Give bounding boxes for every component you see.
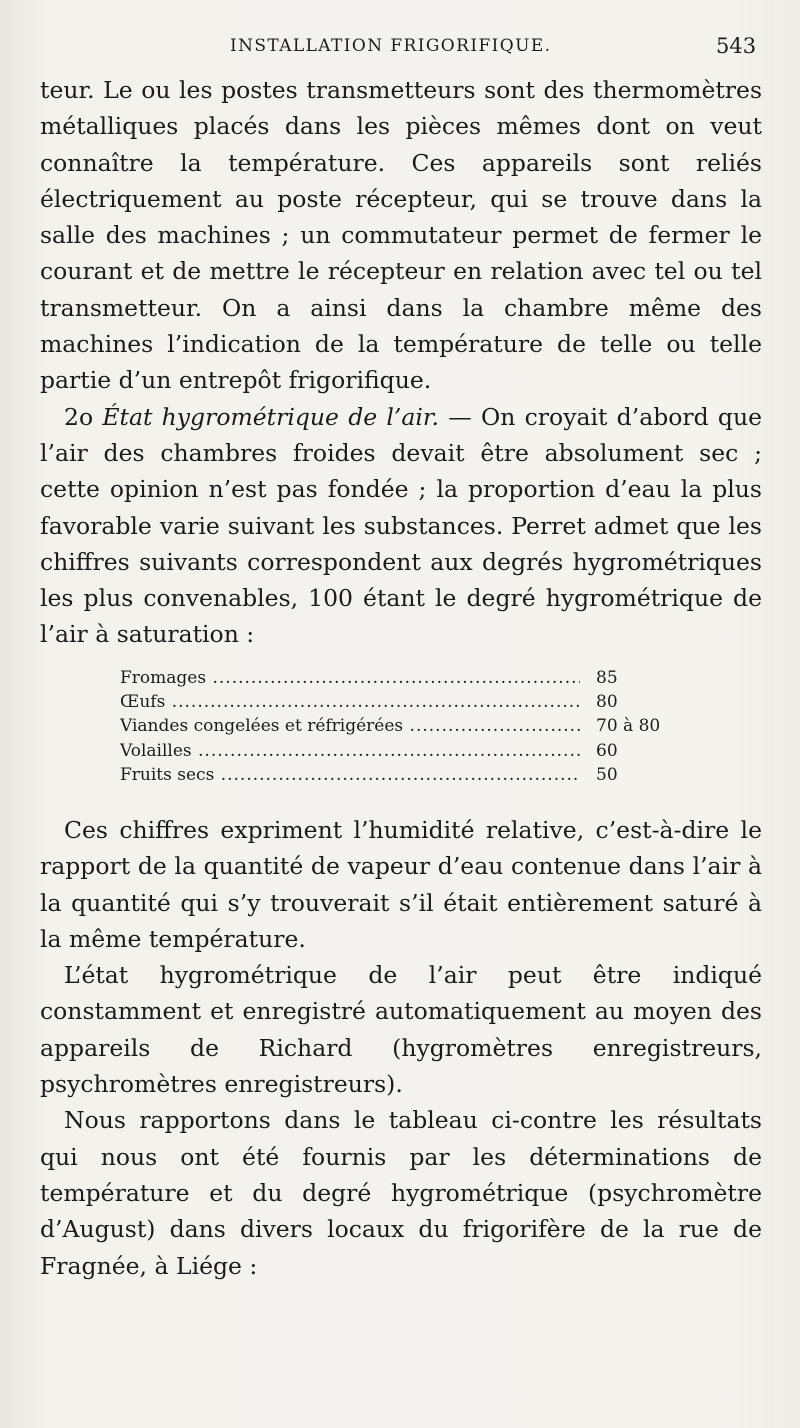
humidity-value: 70 à 80 xyxy=(596,716,661,737)
table-row xyxy=(120,739,680,763)
paragraph-thermometers: teur. Le ou les postes transmetteurs sont des thermomètres métalliques placés dans les pièces mêmes dont on veut connaître la température. Ces appareils sont reliés électriquement au poste récepteur, qui se trouve dans la salle des machines ; un commutateur permet de fermer le courant et de mettre le récepteur en relation avec tel ou tel transmetteur. On a ainsi dans la chambre même des machines l’indication de la température de telle ou telle partie d’un entrepôt frigorifique. xyxy=(40,76,762,395)
paragraph-richard-apparatus: L’état hygrométrique de l’air peut être indiqué constamment et enregistré automatiquement au moyen des appareils de Richard (hygromètres enregistreurs, psychromètres enregistreurs). xyxy=(40,961,762,1099)
page-number: 543 xyxy=(716,34,757,58)
humidity-value: 80 xyxy=(596,692,618,713)
substance-name: Fruits secs ..... xyxy=(120,763,580,787)
humidity-table xyxy=(120,666,680,787)
paragraph-hygrometric-text: — On croyait d’abord que l’air des chambres froides devait être absolument sec ; cette opinion n’est pas fondée ; la proportion d’eau la plus favorable varie suivant les substances. Perret admet que les chiffres suivants correspondent aux degrés hygrométriques les plus convenables, 100 étant le degré hygrométrique de l’air à saturation : xyxy=(40,402,762,649)
paragraph-relative-humidity: Ces chiffres expriment l’humidité relative, c’est-à-dire le rapport de la quantité de vapeur d’eau contenue dans l’air à la quantité qui s’y trouverait s’il était entièrement saturé à la même température. xyxy=(40,816,762,953)
humidity-value: 85 xyxy=(596,668,618,688)
substance-name: Viandes congelées et réfrigérées ..... xyxy=(120,714,580,738)
section-title: État hygrométrique de l’air. xyxy=(102,402,440,431)
section-number: 2o xyxy=(64,402,94,431)
table-row xyxy=(120,690,680,714)
substance-name: Œufs ..... xyxy=(120,690,580,714)
page-header xyxy=(0,28,800,68)
substance-name: Volailles ..... xyxy=(120,739,580,763)
substance-name: Fromages ..... xyxy=(120,666,580,690)
table-row xyxy=(120,763,680,787)
humidity-value: 50 xyxy=(596,764,618,785)
table-row xyxy=(120,714,680,738)
paragraph-results-liege: Nous rapportons dans le tableau ci-contre les résultats qui nous ont été fournis par les déterminations de température et du degré hygrométrique (psychromètre d’August) dans divers locaux du frigorifère de la rue de Fragnée, à Liége : xyxy=(40,1106,762,1280)
paragraph-hygrometric-state xyxy=(40,399,762,653)
lower-text-block xyxy=(40,812,762,1284)
running-title: INSTALLATION FRIGORIFIQUE. xyxy=(230,36,552,56)
upper-text-block xyxy=(40,72,762,653)
table-row xyxy=(120,666,680,690)
humidity-value: 60 xyxy=(596,740,618,761)
